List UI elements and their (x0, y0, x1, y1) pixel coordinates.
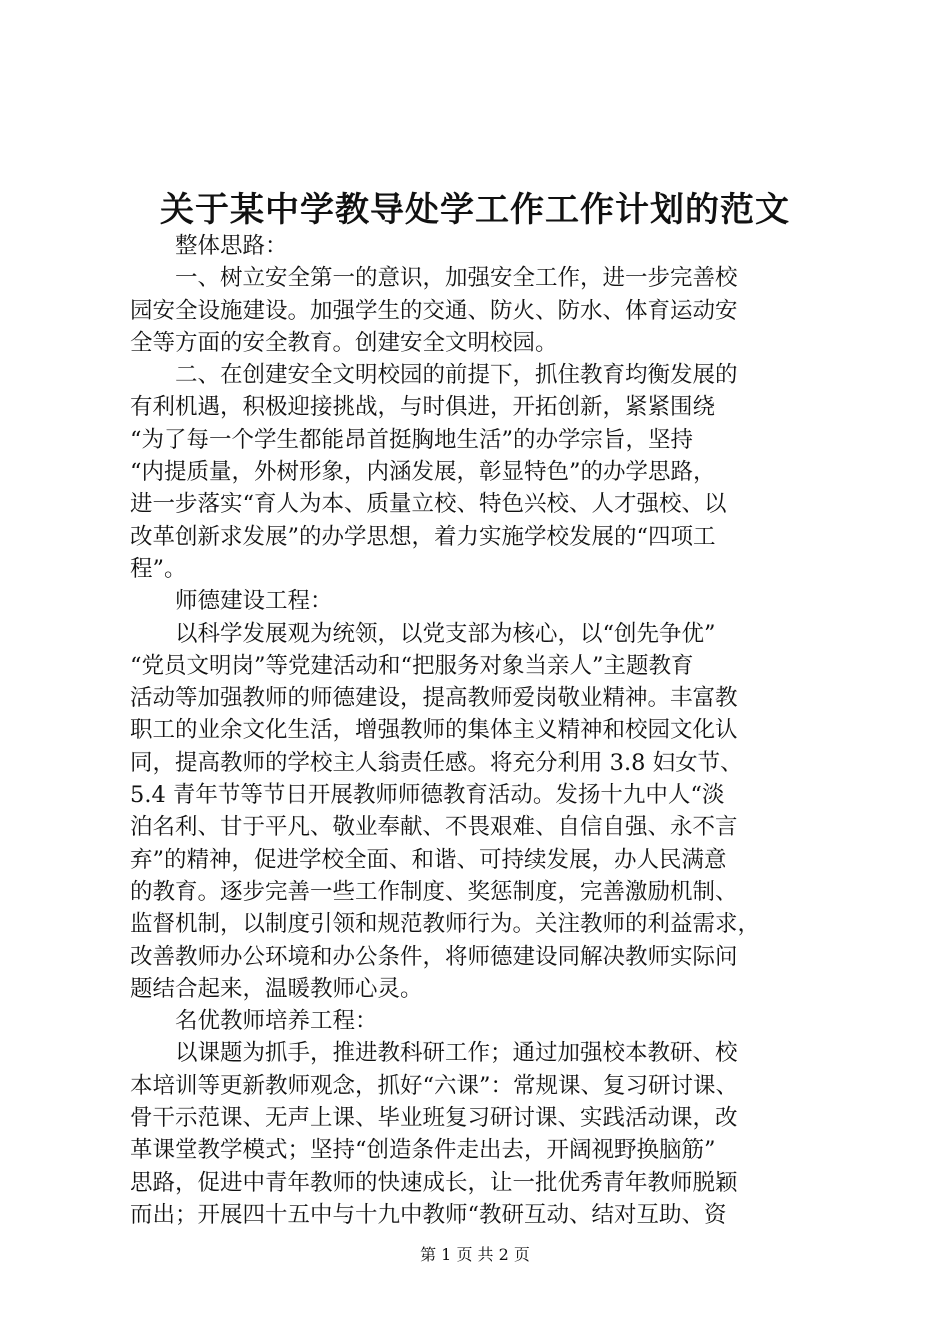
text-line: 本培训等更新教师观念，抓好“六课”：常规课、复习研讨课、 (130, 1072, 739, 1099)
text-line: 改革创新求发展”的办学思想，着力实施学校发展的“四项工 (130, 523, 716, 550)
text-line: 二、在创建安全文明校园的前提下，抓住教育均衡发展的 (130, 362, 738, 389)
text-line: 进一步落实“育人为本、质量立校、特色兴校、人才强校、以 (130, 491, 727, 518)
text-line: 的教育。逐步完善一些工作制度、奖惩制度，完善激励机制、 (130, 878, 738, 905)
text-line: 有利机遇，积极迎接挑战，与时俱进，开拓创新，紧紧围绕 (130, 394, 716, 421)
text-line: 同，提高教师的学校主人翁责任感。将充分利用 3.8 妇女节、 (130, 749, 743, 776)
text-line: 骨干示范课、无声上课、毕业班复习研讨课、实践活动课，改 (130, 1105, 738, 1132)
text-line: 思路，促进中青年教师的快速成长，让一批优秀青年教师脱颖 (130, 1169, 738, 1196)
text-line: 改善教师办公环境和办公条件，将师德建设同解决教师实际问 (130, 943, 738, 970)
text-line: “党员文明岗”等党建活动和“把服务对象当亲人”主题教育 (130, 652, 694, 679)
text-line: 名优教师培养工程： (130, 1008, 378, 1035)
text-line: 师德建设工程： (130, 588, 333, 615)
text-line: 活动等加强教师的师德建设，提高教师爱岗敬业精神。丰富教 (130, 685, 738, 712)
text-line: 程”。 (130, 555, 187, 582)
text-line: 全等方面的安全教育。创建安全文明校园。 (130, 329, 558, 356)
text-line: 泊名利、甘于平凡、敬业奉献、不畏艰难、自信自强、永不言 (130, 814, 738, 841)
document-body (130, 230, 830, 1231)
text-line: “内提质量，外树形象，内涵发展，彰显特色”的办学思路， (130, 459, 716, 486)
text-line: 以课题为抓手，推进教科研工作；通过加强校本教研、校 (130, 1040, 738, 1067)
text-line: 一、树立安全第一的意识，加强安全工作，进一步完善校 (130, 265, 738, 292)
text-line: 弃”的精神，促进学校全面、和谐、可持续发展，办人民满意 (130, 846, 727, 873)
text-line: “为了每一个学生都能昂首挺胸地生活”的办学宗旨，坚持 (130, 426, 694, 453)
text-line: 而出；开展四十五中与十九中教师“教研互动、结对互助、资 (130, 1201, 727, 1228)
text-line: 革课堂教学模式；坚持“创造条件走出去，开阔视野换脑筋” (130, 1137, 716, 1164)
page-footer: 第 1 页 共 2 页 (420, 1245, 530, 1264)
text-line: 整体思路： (130, 233, 288, 259)
text-line: 题结合起来，温暖教师心灵。 (130, 975, 423, 1002)
text-line: 监督机制，以制度引领和规范教师行为。关注教师的利益需求， (130, 911, 761, 938)
text-line: 以科学发展观为统领，以党支部为核心，以“创先争优” (130, 620, 716, 647)
text-line: 园安全设施建设。加强学生的交通、防火、防水、体育运动安 (130, 297, 738, 324)
text-line: 职工的业余文化生活，增强教师的集体主义精神和校园文化认 (130, 717, 738, 744)
text-line: 5.4 青年节等节日开展教师师德教育活动。发扬十九中人“淡 (130, 782, 725, 809)
document-title: 关于某中学教导处学工作工作计划的范文 (160, 190, 790, 230)
